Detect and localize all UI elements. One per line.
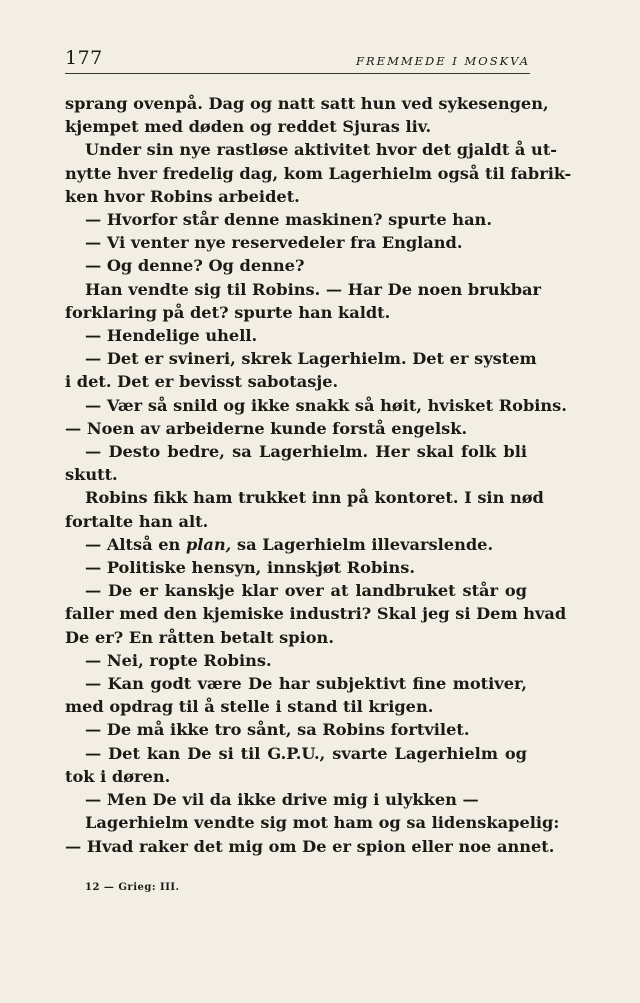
text-line: sprang ovenpå. Dag og natt satt hun ved sykesengen, bbox=[65, 94, 549, 113]
text-line: Under sin nye rastløse aktivitet hvor det gjaldt å ut- bbox=[85, 140, 558, 160]
text-line: skutt. bbox=[65, 465, 118, 485]
running-head: FREMMEDE I MOSKVA bbox=[356, 54, 530, 68]
text-line: — De må ikke tro sånt, sa Robins fortvilet. bbox=[85, 720, 470, 740]
body-text bbox=[65, 92, 572, 858]
text-line: — Men De vil da ikke drive mig i ulykken — bbox=[85, 790, 479, 810]
page-number: 177 bbox=[65, 47, 103, 69]
text-line: kjempet med døden og reddet Sjuras liv. bbox=[65, 117, 432, 137]
text-line: Han vendte sig til Robins. — Har De noen brukbar bbox=[85, 279, 542, 299]
text-line bbox=[65, 533, 527, 556]
text-line: — Hvorfor står denne maskinen? spurte han. bbox=[85, 210, 492, 230]
text-line: — Det er svineri, skrek Lagerhielm. Det er system bbox=[85, 349, 537, 369]
text-line: — Og denne? Og denne? bbox=[85, 256, 305, 276]
text-line: forklaring på det? spurte han kaldt. bbox=[65, 302, 391, 322]
text-line: — Politiske hensyn, innskjøt Robins. bbox=[85, 558, 415, 578]
text-line: — Det kan De si til G.P.U., svarte Lagerhielm og bbox=[85, 743, 527, 763]
text-line: — Hvad raker det mig om De er spion eller noe annet. bbox=[65, 836, 555, 856]
text-line: ken hvor Robins arbeidet. bbox=[65, 186, 300, 206]
text-segment: — Altså en bbox=[85, 534, 186, 554]
text-line: tok i døren. bbox=[65, 766, 171, 786]
emphasized-word: plan, bbox=[185, 534, 232, 554]
text-line: — Desto bedre, sa Lagerhielm. Her skal folk bli bbox=[85, 442, 527, 462]
text-line: i det. Det er bevisst sabotasje. bbox=[65, 372, 339, 392]
text-line: Lagerhielm vendte sig mot ham og sa lidenskapelig: bbox=[85, 813, 560, 833]
text-line: Robins fikk ham trukket inn på kontoret. I sin nød bbox=[85, 488, 544, 508]
text-line: De er? En råtten betalt spion. bbox=[65, 627, 334, 647]
text-line: med opdrag til å stelle i stand til krigen. bbox=[65, 697, 434, 717]
text-line: — De er kanskje klar over at landbruket står og bbox=[85, 581, 527, 601]
header-rule bbox=[65, 73, 530, 74]
printer-signature: 12 — Grieg: III. bbox=[85, 882, 180, 893]
text-line: — Kan godt være De har subjektivt fine motiver, bbox=[85, 674, 527, 694]
text-line: — Noen av arbeiderne kunde forstå engelsk. bbox=[65, 418, 468, 438]
text-segment: sa Lagerhielm illevarslende. bbox=[231, 534, 494, 554]
text-line: fortalte han alt. bbox=[65, 511, 209, 531]
text-line: — Vi venter nye reservedeler fra England. bbox=[85, 233, 463, 253]
text-line: nytte hver fredelig dag, kom Lagerhielm også til fabrik- bbox=[65, 163, 572, 183]
text-line: — Nei, ropte Robins. bbox=[85, 650, 272, 670]
text-line: — Vær så snild og ikke snakk så høit, hvisket Robins. bbox=[85, 395, 567, 415]
text-line: faller med den kjemiske industri? Skal jeg si Dem hvad bbox=[65, 604, 567, 624]
text-line: — Hendelige uhell. bbox=[85, 326, 258, 346]
